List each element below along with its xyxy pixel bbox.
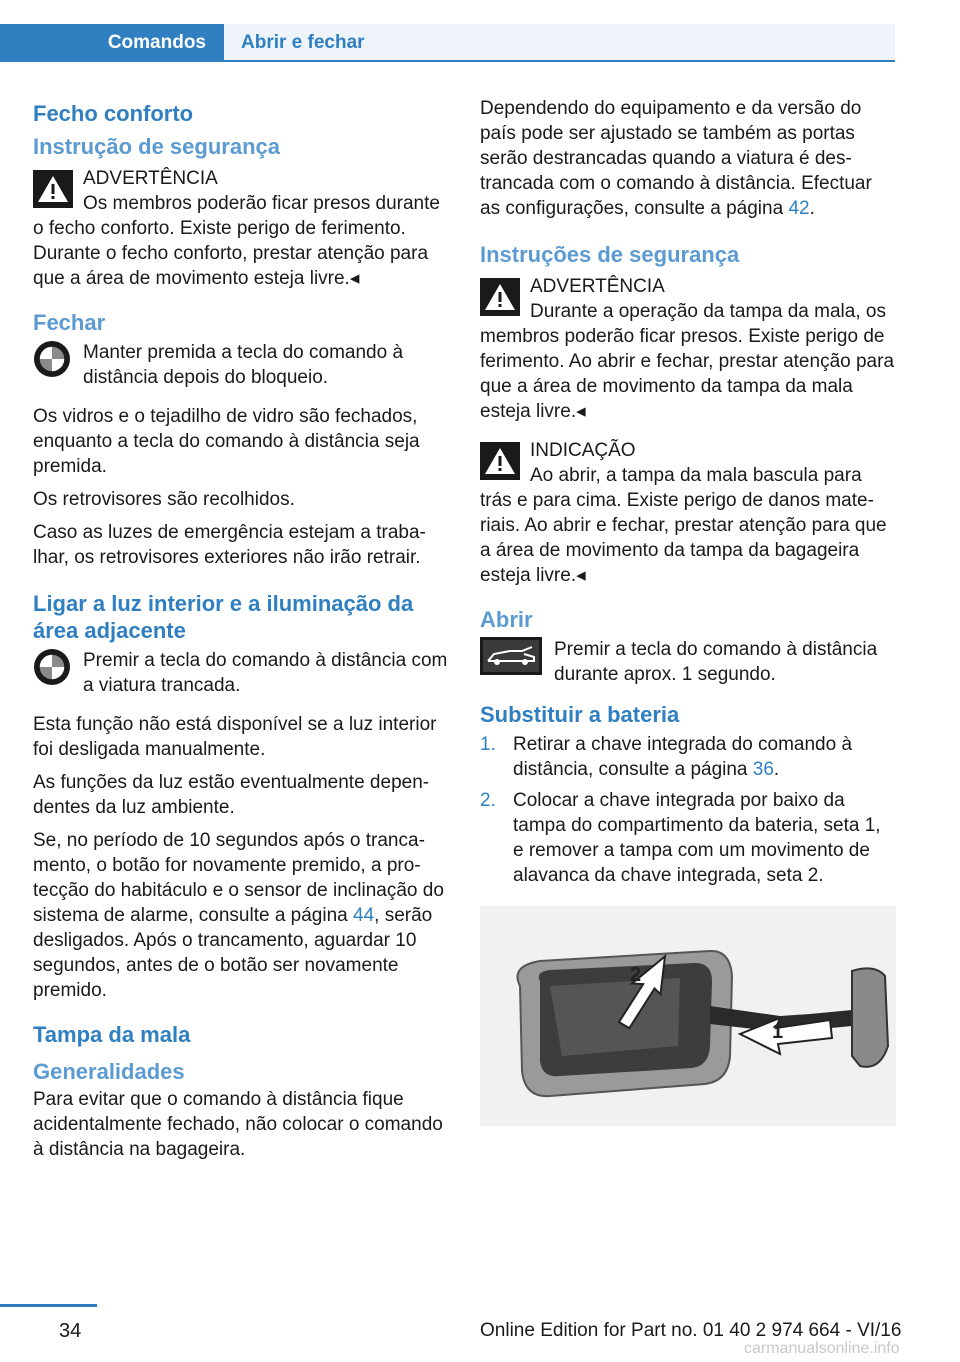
page-link-36[interactable]: 36 <box>752 759 774 780</box>
step-number: 1. <box>480 734 496 755</box>
ligar-instruction-text: Premir a tecla do comando à distância com a viatura trancada. <box>83 650 448 696</box>
indication-text: Ao abrir, a tampa da mala bascula para trás e para cima. Existe perigo de danos materiais. Ao abrir e fechar, prestar atenção para que a área de movimento da tampa da bagageira esteja livre.◂ <box>480 465 887 586</box>
watermark: carmanualsonline.info <box>744 1340 900 1357</box>
paragraph: Para evitar que o comando à distância fique acidentalmente fechado, não colocar o comando à distância na bagageira. <box>33 1089 443 1160</box>
heading-generalidades: Generalidades <box>33 1059 185 1084</box>
footer-divider <box>0 1304 97 1307</box>
paragraph: As funções da luz estão eventualmente dependentes da luz ambiente. <box>33 772 430 818</box>
tab-comandos[interactable]: Comandos <box>0 24 224 62</box>
left-column <box>33 96 449 1170</box>
heading-abrir: Abrir <box>480 607 533 632</box>
heading-instrucao-seguranca: Instrução de segurança <box>33 134 280 159</box>
ligar-instruction <box>33 648 449 698</box>
step-number: 2. <box>480 790 496 811</box>
paragraph: Esta função não está disponível se a luz interior foi desligada manualmente. <box>33 714 437 760</box>
paragraph: Os retrovisores são recolhidos. <box>33 489 295 510</box>
warning-text: Os membros poderão ficar presos durante o fecho conforto. Existe perigo de ferimento. Durante o fecho conforto, prestar atenção para que a área de movimento esteja livre.◂ <box>33 193 440 289</box>
bmw-logo-icon <box>33 340 71 378</box>
indication-notice <box>480 438 896 588</box>
list-item: 1. Retirar a chave integrada do comando à distância, consulte a página 36. <box>480 734 853 780</box>
paragraph: Os vidros e o tejadilho de vidro são fechados, enquanto a tecla do comando à distância seja premida. <box>33 406 420 477</box>
heading-tampa-da-mala: Tampa da mala <box>33 1022 191 1047</box>
header-divider <box>0 60 895 62</box>
warning-notice <box>33 166 449 291</box>
abrir-instruction-text: Premir a tecla do comando à distância durante aprox. 1 segundo. <box>554 639 878 685</box>
bmw-logo-icon <box>33 648 71 686</box>
warning-triangle-icon <box>33 170 73 208</box>
fechar-instruction-text: Manter premida a tecla do comando à distância depois do bloqueio. <box>83 342 404 388</box>
edition-note: Online Edition for Part no. 01 40 2 974 664 - VI/16 <box>480 1320 902 1341</box>
arrow-label-1: 1 <box>772 1021 784 1043</box>
page-number: 34 <box>59 1320 82 1342</box>
steps-list <box>480 732 896 888</box>
page-link-42[interactable]: 42 <box>788 198 810 219</box>
heading-instrucoes-seguranca: Instruções de segurança <box>480 242 740 267</box>
tab-abrir-e-fechar[interactable]: Abrir e fechar <box>224 24 895 62</box>
fechar-instruction <box>33 340 449 390</box>
paragraph: Dependendo do equipamento e da versão do país pode ser ajustado se também as portas serão destrancadas quando a viatura é destrancada com o comando à distância. Efectuar as configurações, consulte a página 42. <box>480 98 872 219</box>
paragraph: Caso as luzes de emergência estejam a trabalhar, os retrovisores exteriores não irão retrair. <box>33 522 426 568</box>
heading-ligar-luz: Ligar a luz interior e a iluminação da área adjacente <box>33 591 414 643</box>
warning-triangle-icon <box>480 278 520 316</box>
arrow-label-2: 2 <box>630 964 642 986</box>
abrir-instruction <box>480 637 896 687</box>
key-battery-illustration <box>480 906 896 1126</box>
warning-title: ADVERTÊNCIA <box>530 276 665 297</box>
key-illustration <box>480 906 896 1126</box>
heading-substituir-bateria: Substituir a bateria <box>480 702 680 727</box>
page-header <box>0 0 960 62</box>
warning-notice <box>480 274 896 424</box>
page-link-44[interactable]: 44 <box>353 905 375 926</box>
car-trunk-icon <box>480 637 542 675</box>
heading-fecho-conforto: Fecho conforto <box>33 101 194 126</box>
indication-title: INDICAÇÃO <box>530 440 636 461</box>
paragraph: Se, no período de 10 segundos após o trancamento, o botão for novamente premido, a protecção do habitáculo e o sensor de inclinação do sistema de alarme, consulte a página 44, serão desligados. Após o trancamento, aguardar 10 segundos, antes de o botão ser novamente premido. <box>33 830 444 1001</box>
warning-text: Durante a operação da tampa da mala, os membros poderão ficar presos. Existe perigo de ferimento. Ao abrir e fechar, prestar atenção para que a área de movimento da tampa da mala esteja livre.◂ <box>480 301 895 422</box>
right-column <box>480 96 896 1126</box>
warning-title: ADVERTÊNCIA <box>83 168 218 189</box>
heading-fechar: Fechar <box>33 310 106 335</box>
warning-triangle-icon <box>480 442 520 480</box>
list-item: 2. Colocar a chave integrada por baixo da tampa do compartimento da bateria, seta 1, e remover a tampa com um movimento de alavanca da chave integrada, seta 2. <box>480 790 881 886</box>
